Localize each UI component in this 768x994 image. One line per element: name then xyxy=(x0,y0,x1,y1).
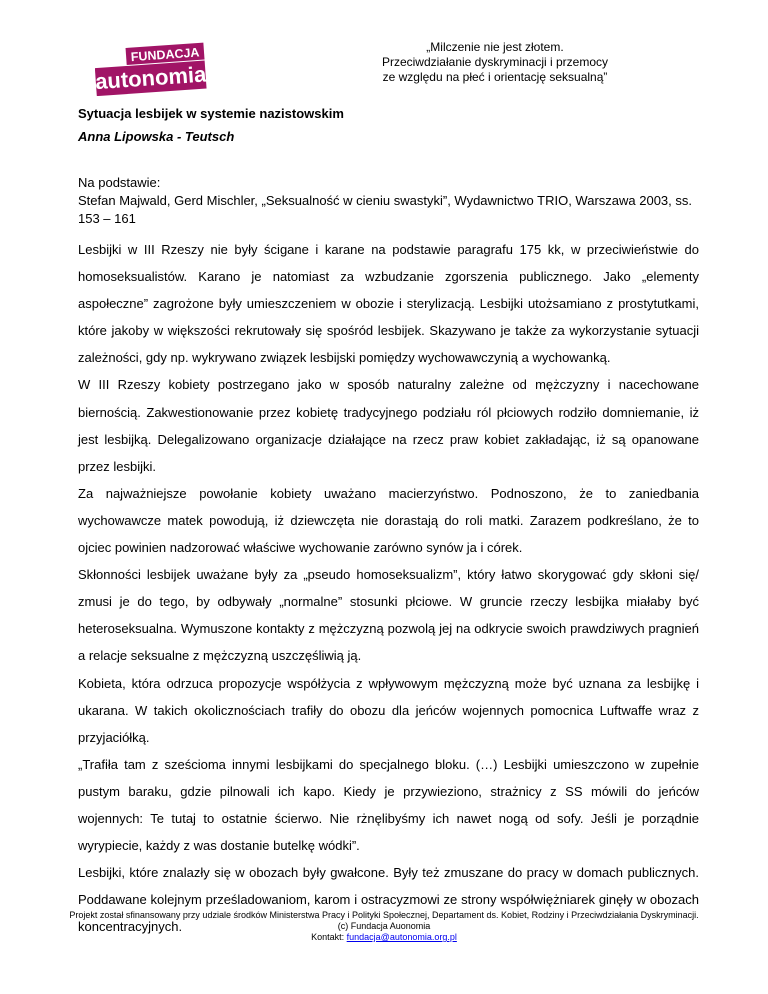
footer-contact xyxy=(60,932,708,943)
header-quote-line: Przeciwdziałanie dyskryminacji i przemocy xyxy=(381,55,609,69)
paragraph: „Trafiła tam z sześcioma innymi lesbijkami do specjalnego bloku. (…) Lesbijki umieszczono w zupełnie pustym baraku, gdzie pilnowali ich kapo. Kiedy je przywieziono, strażnicy z SS mówili do jeńców wojennych: Te tutaj to ostatnie ścierwo. Nie rżnęlibyśmy ich nawet nogą od sofy. Jeśli je porządnie wyrypiecie, każdy z was dostanie butelkę wódki”. xyxy=(78,756,699,854)
paragraph: Za najważniejsze powołanie kobiety uważano macierzyństwo. Podnoszono, że to zaniedbania wychowawcze matek powodują, iż dziewczęta nie dorastają do roli matki. Zarazem podkreślano, że to ojciec powinien nadzorować właściwe wychowanie zarówno synów ja i córek. xyxy=(78,485,699,556)
fundacja-autonomia-logo xyxy=(95,40,215,96)
logo-main-text: autonomia xyxy=(95,61,208,95)
paragraph: Skłonności lesbijek uważane były za „pseudo homoseksualizm”, który łatwo skorygować gdy skłoni się/ zmusi je do tego, by odbywały „normalne” stosunki płciowe. W gruncie rzeczy lesbijka miałaby być heteroseksualna. Wymuszone kontakty z mężczyzną pozwolą jej na odkrycie swoich prawdziwych pragnień a relacje seksualne z mężczyzną uszczęśliwią ją. xyxy=(78,567,699,664)
paragraph: Lesbijki, które znalazły się w obozach były gwałcone. Były też zmuszane do pracy w domach publicznych. Poddawane kolejnym prześladowaniom, karom i ostracyzmowi ze strony współwiężniarek ginęły w obozach koncentracyjnych. xyxy=(78,865,699,935)
article-body xyxy=(78,236,699,940)
footer-copyright: (c) Fundacja Auonomia xyxy=(337,921,431,931)
footer-funding-note: Projekt został sfinansowany przy udziale środków Ministerstwa Pracy i Polityki Społecznej, Departament ds. Kobiet, Rodziny i Przeciwdziałania Dyskryminacji. xyxy=(69,910,699,920)
header-quote-line: ze względu na płeć i orientację seksualną” xyxy=(382,70,608,84)
paragraph: Kobieta, która odrzuca propozycje współżycia z wpływowym mężczyzną może być uznana za lesbijkę i ukarana. W takich okolicznościach trafiły do obozu dla jeńców wojennych pomocnica Luftwaffe wraz z przyjaciółką. xyxy=(78,675,699,745)
document-author: Anna Lipowska - Teutsch xyxy=(78,129,235,144)
document-title: Sytuacja lesbijek w systemie nazistowskim xyxy=(78,106,344,121)
source-label: Na podstawie: xyxy=(78,175,161,190)
header-quote-line: „Milczenie nie jest złotem. xyxy=(426,40,564,54)
footer-contact-label: Kontakt: xyxy=(311,932,347,942)
page-footer xyxy=(60,910,708,943)
logo-graphic xyxy=(95,40,215,96)
logo-top-text: FUNDACJA xyxy=(130,45,200,65)
source-citation xyxy=(78,174,698,228)
paragraph: Lesbijki w III Rzeszy nie były ścigane i karane na podstawie paragrafu 175 kk, w przeciwieństwie do homoseksualistów. Karano je natomiast za wzbudzanie zgorszenia publicznego. Jako „elementy aspołeczne” zagrożone były umieszczeniem w obozie i sterylizacją. Lesbijki utożsamiano z prostytutkami, które jakoby w większości rekrutowały się spośród lesbijek. Skazywano je także za wykorzystanie sytuacji zależności, gdy np. wykrywano związek lesbijski pomiędzy wychowawczynią a wychowanką. xyxy=(78,242,699,366)
paragraph: W III Rzeszy kobiety postrzegano jako w sposób naturalny zależne od mężczyzny i nacechowane biernością. Zakwestionowanie przez kobietę tradycyjnego podziału ról płciowych rodziło domniemanie, iż jest lesbijką. Delegalizowano organizacje działające na rzecz praw kobiet zakładając, iż są opanowane przez lesbijki. xyxy=(78,377,699,474)
contact-email-link[interactable]: fundacja@autonomia.org.pl xyxy=(346,932,457,942)
header-quote xyxy=(330,40,660,85)
source-text: Stefan Majwald, Gerd Mischler, „Seksualność w cieniu swastyki”, Wydawnictwo TRIO, Warszawa 2003, ss. 153 – 161 xyxy=(78,193,692,226)
